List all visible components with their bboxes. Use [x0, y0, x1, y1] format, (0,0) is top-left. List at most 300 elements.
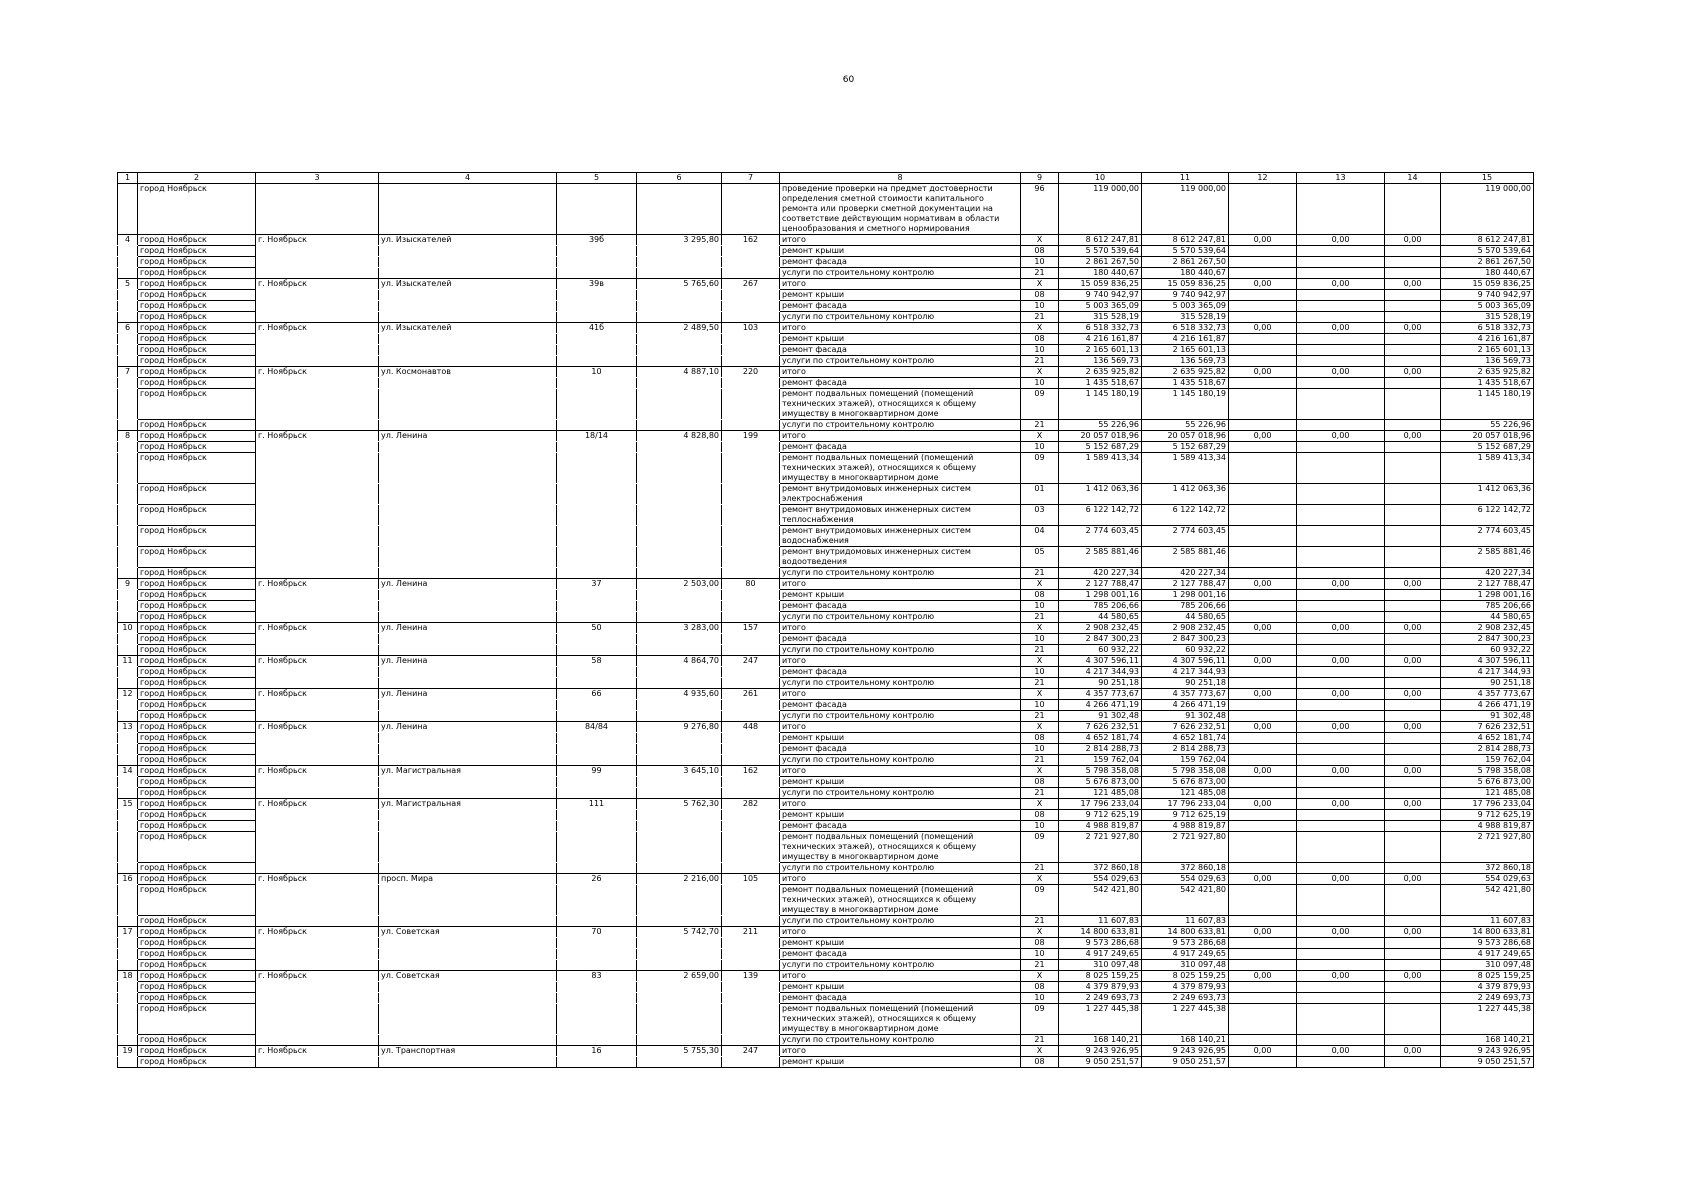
fund-cost-cell: 11 607,83 [1142, 916, 1229, 927]
budget-cost-cell [1229, 526, 1297, 547]
budget-cost-cell [1229, 885, 1297, 916]
row-number-cell: 5 [118, 279, 138, 290]
area-cell: 2 216,00 [637, 874, 722, 885]
cost-total-cell: 4 379 879,93 [1059, 982, 1142, 993]
house-number-cell [557, 505, 637, 526]
municipality-cell: город Ноябрьск [138, 949, 256, 960]
owners-cost-cell [1385, 755, 1441, 766]
street-cell [379, 960, 557, 971]
total-cost-cell: 180 440,67 [1441, 268, 1534, 279]
row-number-cell: 17 [118, 927, 138, 938]
row-number-cell [118, 568, 138, 579]
municipality-cell: город Ноябрьск [138, 927, 256, 938]
work-code-cell: 21 [1021, 612, 1059, 623]
work-type-cell: ремонт фасада [780, 257, 1021, 268]
locality-cell [256, 345, 379, 356]
municipality-cell: город Ноябрьск [138, 301, 256, 312]
row-number-cell: 4 [118, 235, 138, 246]
municipality-cell: город Ноябрьск [138, 590, 256, 601]
work-code-cell: 21 [1021, 863, 1059, 874]
column-number-4: 4 [379, 173, 557, 184]
street-cell: ул. Изыскателей [379, 235, 557, 246]
house-number-cell: 50 [557, 623, 637, 634]
total-cost-cell: 60 932,22 [1441, 645, 1534, 656]
budget-cost-cell [1229, 1004, 1297, 1035]
table-row [118, 832, 1534, 863]
work-type-cell: итого [780, 279, 1021, 290]
fund-cost-cell: 8 612 247,81 [1142, 235, 1229, 246]
fund-cost-cell: 1 435 518,67 [1142, 378, 1229, 389]
locality-cell [256, 777, 379, 788]
budget-cost-cell [1229, 601, 1297, 612]
work-code-cell: 08 [1021, 290, 1059, 301]
local-budget-cost-cell [1297, 744, 1385, 755]
total-cost-cell: 121 485,08 [1441, 788, 1534, 799]
house-number-cell [557, 634, 637, 645]
cost-total-cell: 310 097,48 [1059, 960, 1142, 971]
row-number-cell [118, 678, 138, 689]
house-number-cell [557, 711, 637, 722]
house-number-cell [557, 755, 637, 766]
cost-total-cell: 5 676 873,00 [1059, 777, 1142, 788]
owners-cost-cell [1385, 246, 1441, 257]
house-number-cell [557, 257, 637, 268]
table-row [118, 634, 1534, 645]
work-type-cell: ремонт внутридомовых инженерных систем водоснабжения [780, 526, 1021, 547]
local-budget-cost-cell [1297, 863, 1385, 874]
local-budget-cost-cell [1297, 246, 1385, 257]
residents-cell [722, 916, 780, 927]
street-cell [379, 744, 557, 755]
area-cell [637, 612, 722, 623]
budget-cost-cell [1229, 484, 1297, 505]
house-number-cell [557, 1035, 637, 1046]
owners-cost-cell [1385, 733, 1441, 744]
municipality-cell: город Ноябрьск [138, 323, 256, 334]
house-number-cell: 84/84 [557, 722, 637, 733]
work-type-cell: ремонт крыши [780, 733, 1021, 744]
house-number-cell [557, 788, 637, 799]
work-type-cell: ремонт крыши [780, 777, 1021, 788]
total-cost-cell: 554 029,63 [1441, 874, 1534, 885]
owners-cost-cell [1385, 301, 1441, 312]
budget-cost-cell: 0,00 [1229, 689, 1297, 700]
area-cell [637, 821, 722, 832]
row-number-cell [118, 645, 138, 656]
area-cell [637, 453, 722, 484]
street-cell: ул. Изыскателей [379, 323, 557, 334]
work-code-cell: X [1021, 799, 1059, 810]
work-code-cell: 10 [1021, 442, 1059, 453]
total-cost-cell: 4 266 471,19 [1441, 700, 1534, 711]
budget-cost-cell: 0,00 [1229, 623, 1297, 634]
work-code-cell: X [1021, 722, 1059, 733]
work-code-cell: X [1021, 367, 1059, 378]
residents-cell: 211 [722, 927, 780, 938]
budget-cost-cell: 0,00 [1229, 799, 1297, 810]
cost-total-cell: 2 774 603,45 [1059, 526, 1142, 547]
total-cost-cell: 9 573 286,68 [1441, 938, 1534, 949]
municipality-cell: город Ноябрьск [138, 345, 256, 356]
budget-cost-cell [1229, 960, 1297, 971]
work-code-cell: 21 [1021, 645, 1059, 656]
house-number-cell [557, 378, 637, 389]
owners-cost-cell: 0,00 [1385, 1046, 1441, 1057]
column-number-10: 10 [1059, 173, 1142, 184]
row-number-cell [118, 832, 138, 863]
street-cell: ул. Космонавтов [379, 367, 557, 378]
row-number-cell [118, 442, 138, 453]
work-code-cell: 09 [1021, 885, 1059, 916]
house-number-cell [557, 645, 637, 656]
owners-cost-cell [1385, 821, 1441, 832]
budget-cost-cell: 0,00 [1229, 656, 1297, 667]
work-code-cell: X [1021, 279, 1059, 290]
residents-cell [722, 290, 780, 301]
house-number-cell [557, 547, 637, 568]
street-cell: ул. Ленина [379, 656, 557, 667]
municipality-cell: город Ноябрьск [138, 885, 256, 916]
municipality-cell: город Ноябрьск [138, 832, 256, 863]
area-cell [637, 982, 722, 993]
table-row [118, 810, 1534, 821]
work-code-cell: 10 [1021, 601, 1059, 612]
table-row [118, 938, 1534, 949]
local-budget-cost-cell: 0,00 [1297, 1046, 1385, 1057]
local-budget-cost-cell: 0,00 [1297, 367, 1385, 378]
total-cost-cell: 4 988 819,87 [1441, 821, 1534, 832]
locality-cell: г. Ноябрьск [256, 323, 379, 334]
row-number-cell [118, 733, 138, 744]
local-budget-cost-cell [1297, 547, 1385, 568]
table-row [118, 982, 1534, 993]
locality-cell [256, 678, 379, 689]
locality-cell [256, 1035, 379, 1046]
area-cell [637, 442, 722, 453]
cost-total-cell: 9 243 926,95 [1059, 1046, 1142, 1057]
owners-cost-cell [1385, 667, 1441, 678]
area-cell: 3 645,10 [637, 766, 722, 777]
municipality-cell: город Ноябрьск [138, 484, 256, 505]
local-budget-cost-cell [1297, 526, 1385, 547]
municipality-cell: город Ноябрьск [138, 799, 256, 810]
area-cell [637, 733, 722, 744]
residents-cell [722, 601, 780, 612]
total-cost-cell: 1 227 445,38 [1441, 1004, 1534, 1035]
cost-total-cell: 2 861 267,50 [1059, 257, 1142, 268]
municipality-cell: город Ноябрьск [138, 656, 256, 667]
residents-cell: 282 [722, 799, 780, 810]
table-row [118, 777, 1534, 788]
cost-total-cell: 2 814 288,73 [1059, 744, 1142, 755]
area-cell [637, 290, 722, 301]
street-cell [379, 810, 557, 821]
residents-cell [722, 700, 780, 711]
street-cell [379, 612, 557, 623]
work-code-cell: 08 [1021, 982, 1059, 993]
cost-total-cell: 9 740 942,97 [1059, 290, 1142, 301]
street-cell: просп. Мира [379, 874, 557, 885]
local-budget-cost-cell [1297, 810, 1385, 821]
table-row [118, 389, 1534, 420]
table-row [118, 885, 1534, 916]
work-type-cell: проведение проверки на предмет достоверности определения сметной стоимости капитального ремонта или проверки сметной документации на соответствие действующим нормативам в области ценообразования и сметного нормирования [780, 184, 1021, 235]
area-cell [637, 345, 722, 356]
house-number-cell: 16 [557, 1046, 637, 1057]
local-budget-cost-cell: 0,00 [1297, 656, 1385, 667]
residents-cell [722, 993, 780, 1004]
area-cell [637, 420, 722, 431]
table-row [118, 744, 1534, 755]
house-number-cell: 83 [557, 971, 637, 982]
cost-total-cell: 60 932,22 [1059, 645, 1142, 656]
work-type-cell: услуги по строительному контролю [780, 568, 1021, 579]
house-number-cell: 66 [557, 689, 637, 700]
street-cell [379, 547, 557, 568]
work-type-cell: ремонт крыши [780, 334, 1021, 345]
local-budget-cost-cell: 0,00 [1297, 971, 1385, 982]
fund-cost-cell: 2 127 788,47 [1142, 579, 1229, 590]
house-number-cell [557, 420, 637, 431]
total-cost-cell: 4 307 596,11 [1441, 656, 1534, 667]
owners-cost-cell: 0,00 [1385, 766, 1441, 777]
locality-cell: г. Ноябрьск [256, 656, 379, 667]
house-number-cell [557, 334, 637, 345]
budget-cost-cell [1229, 356, 1297, 367]
locality-cell: г. Ноябрьск [256, 971, 379, 982]
street-cell [379, 788, 557, 799]
work-code-cell: 21 [1021, 268, 1059, 279]
house-number-cell [557, 345, 637, 356]
work-type-cell: итого [780, 1046, 1021, 1057]
cost-total-cell: 7 626 232,51 [1059, 722, 1142, 733]
cost-total-cell: 2 721 927,80 [1059, 832, 1142, 863]
fund-cost-cell: 5 152 687,29 [1142, 442, 1229, 453]
locality-cell: г. Ноябрьск [256, 927, 379, 938]
locality-cell [256, 863, 379, 874]
locality-cell [256, 526, 379, 547]
work-type-cell: услуги по строительному контролю [780, 755, 1021, 766]
work-type-cell: ремонт подвальных помещений (помещений технических этажей), относящихся к общему имуществу в многоквартирном доме [780, 1004, 1021, 1035]
street-cell [379, 711, 557, 722]
house-number-cell: 58 [557, 656, 637, 667]
area-cell [637, 949, 722, 960]
house-number-cell [557, 301, 637, 312]
area-cell [637, 484, 722, 505]
local-budget-cost-cell [1297, 356, 1385, 367]
total-cost-cell: 2 585 881,46 [1441, 547, 1534, 568]
cost-total-cell: 121 485,08 [1059, 788, 1142, 799]
owners-cost-cell [1385, 744, 1441, 755]
house-number-cell: 37 [557, 579, 637, 590]
cost-total-cell: 2 249 693,73 [1059, 993, 1142, 1004]
work-type-cell: ремонт фасада [780, 993, 1021, 1004]
row-number-cell [118, 356, 138, 367]
local-budget-cost-cell [1297, 1035, 1385, 1046]
table-row [118, 755, 1534, 766]
residents-cell: 80 [722, 579, 780, 590]
locality-cell [256, 378, 379, 389]
local-budget-cost-cell [1297, 601, 1385, 612]
local-budget-cost-cell [1297, 257, 1385, 268]
house-number-cell [557, 885, 637, 916]
street-cell [379, 601, 557, 612]
municipality-cell: город Ноябрьск [138, 612, 256, 623]
local-budget-cost-cell [1297, 667, 1385, 678]
total-cost-cell: 2 908 232,45 [1441, 623, 1534, 634]
row-number-cell [118, 378, 138, 389]
fund-cost-cell: 2 814 288,73 [1142, 744, 1229, 755]
area-cell: 4 935,60 [637, 689, 722, 700]
residents-cell [722, 453, 780, 484]
municipality-cell: город Ноябрьск [138, 290, 256, 301]
budget-cost-cell [1229, 634, 1297, 645]
fund-cost-cell: 8 025 159,25 [1142, 971, 1229, 982]
work-type-cell: ремонт крыши [780, 810, 1021, 821]
fund-cost-cell: 420 227,34 [1142, 568, 1229, 579]
budget-cost-cell [1229, 420, 1297, 431]
residents-cell [722, 733, 780, 744]
work-type-cell: итого [780, 799, 1021, 810]
house-number-cell [557, 678, 637, 689]
local-budget-cost-cell: 0,00 [1297, 235, 1385, 246]
street-cell [379, 885, 557, 916]
cost-total-cell: 2 165 601,13 [1059, 345, 1142, 356]
area-cell [637, 312, 722, 323]
table-row [118, 874, 1534, 885]
area-cell [637, 863, 722, 874]
house-number-cell: 10 [557, 367, 637, 378]
total-cost-cell: 2 847 300,23 [1441, 634, 1534, 645]
total-cost-cell: 5 798 358,08 [1441, 766, 1534, 777]
budget-cost-cell [1229, 700, 1297, 711]
owners-cost-cell: 0,00 [1385, 799, 1441, 810]
work-type-cell: услуги по строительному контролю [780, 268, 1021, 279]
locality-cell [256, 700, 379, 711]
column-number-11: 11 [1142, 173, 1229, 184]
locality-cell [256, 568, 379, 579]
street-cell: ул. Изыскателей [379, 279, 557, 290]
row-number-cell [118, 960, 138, 971]
row-number-cell: 19 [118, 1046, 138, 1057]
work-code-cell: X [1021, 431, 1059, 442]
cost-total-cell: 1 145 180,19 [1059, 389, 1142, 420]
budget-cost-cell [1229, 568, 1297, 579]
total-cost-cell: 11 607,83 [1441, 916, 1534, 927]
row-number-cell [118, 744, 138, 755]
work-type-cell: итого [780, 323, 1021, 334]
locality-cell [256, 453, 379, 484]
work-code-cell: 10 [1021, 634, 1059, 645]
fund-cost-cell: 4 357 773,67 [1142, 689, 1229, 700]
house-number-cell [557, 1057, 637, 1068]
total-cost-cell: 91 302,48 [1441, 711, 1534, 722]
owners-cost-cell [1385, 634, 1441, 645]
owners-cost-cell: 0,00 [1385, 323, 1441, 334]
work-type-cell: услуги по строительному контролю [780, 711, 1021, 722]
work-type-cell: услуги по строительному контролю [780, 645, 1021, 656]
local-budget-cost-cell [1297, 290, 1385, 301]
cost-total-cell: 4 216 161,87 [1059, 334, 1142, 345]
locality-cell [256, 612, 379, 623]
work-type-cell: итого [780, 235, 1021, 246]
owners-cost-cell [1385, 290, 1441, 301]
house-number-cell [557, 982, 637, 993]
house-number-cell [557, 312, 637, 323]
residents-cell [722, 667, 780, 678]
owners-cost-cell [1385, 442, 1441, 453]
work-code-cell: 08 [1021, 938, 1059, 949]
municipality-cell: город Ноябрьск [138, 689, 256, 700]
work-type-cell: ремонт крыши [780, 938, 1021, 949]
fund-cost-cell: 136 569,73 [1142, 356, 1229, 367]
area-cell [637, 711, 722, 722]
local-budget-cost-cell [1297, 301, 1385, 312]
table-row [118, 971, 1534, 982]
cost-total-cell: 2 908 232,45 [1059, 623, 1142, 634]
work-type-cell: ремонт фасада [780, 821, 1021, 832]
total-cost-cell: 2 721 927,80 [1441, 832, 1534, 863]
area-cell [637, 885, 722, 916]
municipality-cell: город Ноябрьск [138, 700, 256, 711]
municipality-cell: город Ноябрьск [138, 268, 256, 279]
residents-cell [722, 590, 780, 601]
total-cost-cell: 20 057 018,96 [1441, 431, 1534, 442]
local-budget-cost-cell [1297, 949, 1385, 960]
work-code-cell: X [1021, 656, 1059, 667]
owners-cost-cell: 0,00 [1385, 623, 1441, 634]
fund-cost-cell: 168 140,21 [1142, 1035, 1229, 1046]
total-cost-cell: 1 145 180,19 [1441, 389, 1534, 420]
table-row [118, 799, 1534, 810]
residents-cell [722, 612, 780, 623]
total-cost-cell: 2 635 925,82 [1441, 367, 1534, 378]
budget-cost-cell [1229, 863, 1297, 874]
work-code-cell: 09 [1021, 389, 1059, 420]
area-cell [637, 1035, 722, 1046]
street-cell [379, 1057, 557, 1068]
work-type-cell: ремонт крыши [780, 1057, 1021, 1068]
total-cost-cell: 2 814 288,73 [1441, 744, 1534, 755]
owners-cost-cell [1385, 960, 1441, 971]
row-number-cell [118, 526, 138, 547]
table-row [118, 184, 1534, 235]
row-number-cell [118, 777, 138, 788]
row-number-cell: 10 [118, 623, 138, 634]
locality-cell: г. Ноябрьск [256, 623, 379, 634]
row-number-cell: 8 [118, 431, 138, 442]
work-type-cell: услуги по строительному контролю [780, 960, 1021, 971]
table-row [118, 579, 1534, 590]
locality-cell [256, 733, 379, 744]
fund-cost-cell: 4 379 879,93 [1142, 982, 1229, 993]
table-row [118, 711, 1534, 722]
row-number-cell [118, 863, 138, 874]
fund-cost-cell: 2 721 927,80 [1142, 832, 1229, 863]
municipality-cell: город Ноябрьск [138, 874, 256, 885]
owners-cost-cell [1385, 356, 1441, 367]
budget-cost-cell [1229, 612, 1297, 623]
row-number-cell [118, 1004, 138, 1035]
local-budget-cost-cell: 0,00 [1297, 722, 1385, 733]
street-cell [379, 257, 557, 268]
budget-cost-cell [1229, 334, 1297, 345]
row-number-cell [118, 982, 138, 993]
house-number-cell [557, 268, 637, 279]
residents-cell: 157 [722, 623, 780, 634]
fund-cost-cell: 17 796 233,04 [1142, 799, 1229, 810]
work-code-cell: 21 [1021, 678, 1059, 689]
